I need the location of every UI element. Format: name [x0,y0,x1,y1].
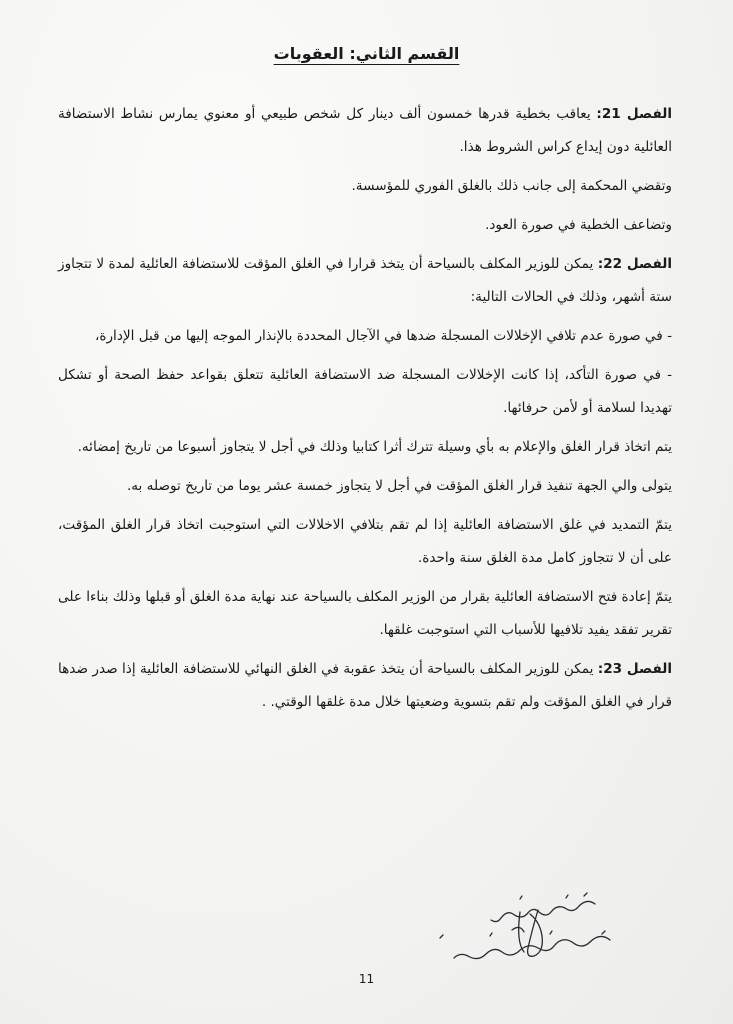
handwritten-signature [370,890,630,970]
paragraph-text: يمكن للوزير المكلف بالسياحة أن يتخذ قرارا في الغلق المؤقت للاستضافة العائلية لمدة لا تتجاوز ستة أشهر، وذلك في الحالات التالية: [58,256,672,305]
paragraph [58,581,672,647]
paragraph-text: يتم اتخاذ قرار الغلق والإعلام به بأي وسيلة تترك أثرا كتابيا وذلك في أجل لا يتجاوز أسبوعا من تاريخ إمضائه. [77,439,672,455]
paragraph-text: يمكن للوزير المكلف بالسياحة أن يتخذ عقوبة في الغلق النهائي للاستضافة العائلية إذا صدر ضدها قرار في الغلق المؤقت ولم تقم بتسوية وضعيتها خلال مدة غلقها الوقتي. . [58,661,672,710]
paragraph [58,170,672,203]
paragraph-text: يتمّ إعادة فتح الاستضافة العائلية بقرار من الوزير المكلف بالسياحة عند نهاية مدة الغلق أو قبلها وذلك بناءا على تقرير تفقد يفيد تلافيها للأسباب التي استوجبت غلقها. [58,589,672,638]
paragraph [58,431,672,464]
article-label: الفصل 23: [597,661,673,677]
paragraph-text: وتقضي المحكمة إلى جانب ذلك بالغلق الفوري للمؤسسة. [351,178,672,194]
paragraph-text: يتولى والي الجهة تنفيذ قرار الغلق المؤقت في أجل لا يتجاوز خمسة عشر يوما من تاريخ توصله به. [126,478,672,494]
paragraph [58,248,672,314]
paragraph-text: وتضاعف الخطية في صورة العود. [485,217,672,233]
paragraph [58,209,672,242]
article-label: الفصل 21: [596,106,672,122]
paragraph [58,98,672,164]
paragraph [58,653,672,719]
paragraph-text: - في صورة عدم تلافي الإخلالات المسجلة ضدها في الآجال المحددة بالإنذار الموجه إليها من قبل الإدارة، [94,328,672,344]
page-number: 11 [358,972,375,986]
paragraph [58,509,672,575]
paragraph-text: يتمّ التمديد في غلق الاستضافة العائلية إذا لم تقم بتلافي الاخلالات التي استوجبت اتخاذ قرار الغلق المؤقت، على أن لا تتجاوز كامل مدة الغلق سنة واحدة. [58,517,672,566]
paragraph [58,470,672,503]
article-label: الفصل 22: [597,256,673,272]
paragraph [58,359,672,425]
paragraph [58,320,672,353]
paragraph-text: - في صورة التأكد، إذا كانت الإخلالات المسجلة ضد الاستضافة العائلية تتعلق بقواعد حفظ الصحة أو تشكل تهديدا لسلامة أو لأمن حرفائها. [58,367,672,416]
document-body [58,98,672,725]
section-title: القسم الثاني: العقوبات [273,44,460,63]
paragraph-text: يعاقب بخطية قدرها خمسون ألف دينار كل شخص طبيعي أو معنوي يمارس نشاط الاستضافة العائلية دون إيداع كراس الشروط هذا. [58,106,672,155]
